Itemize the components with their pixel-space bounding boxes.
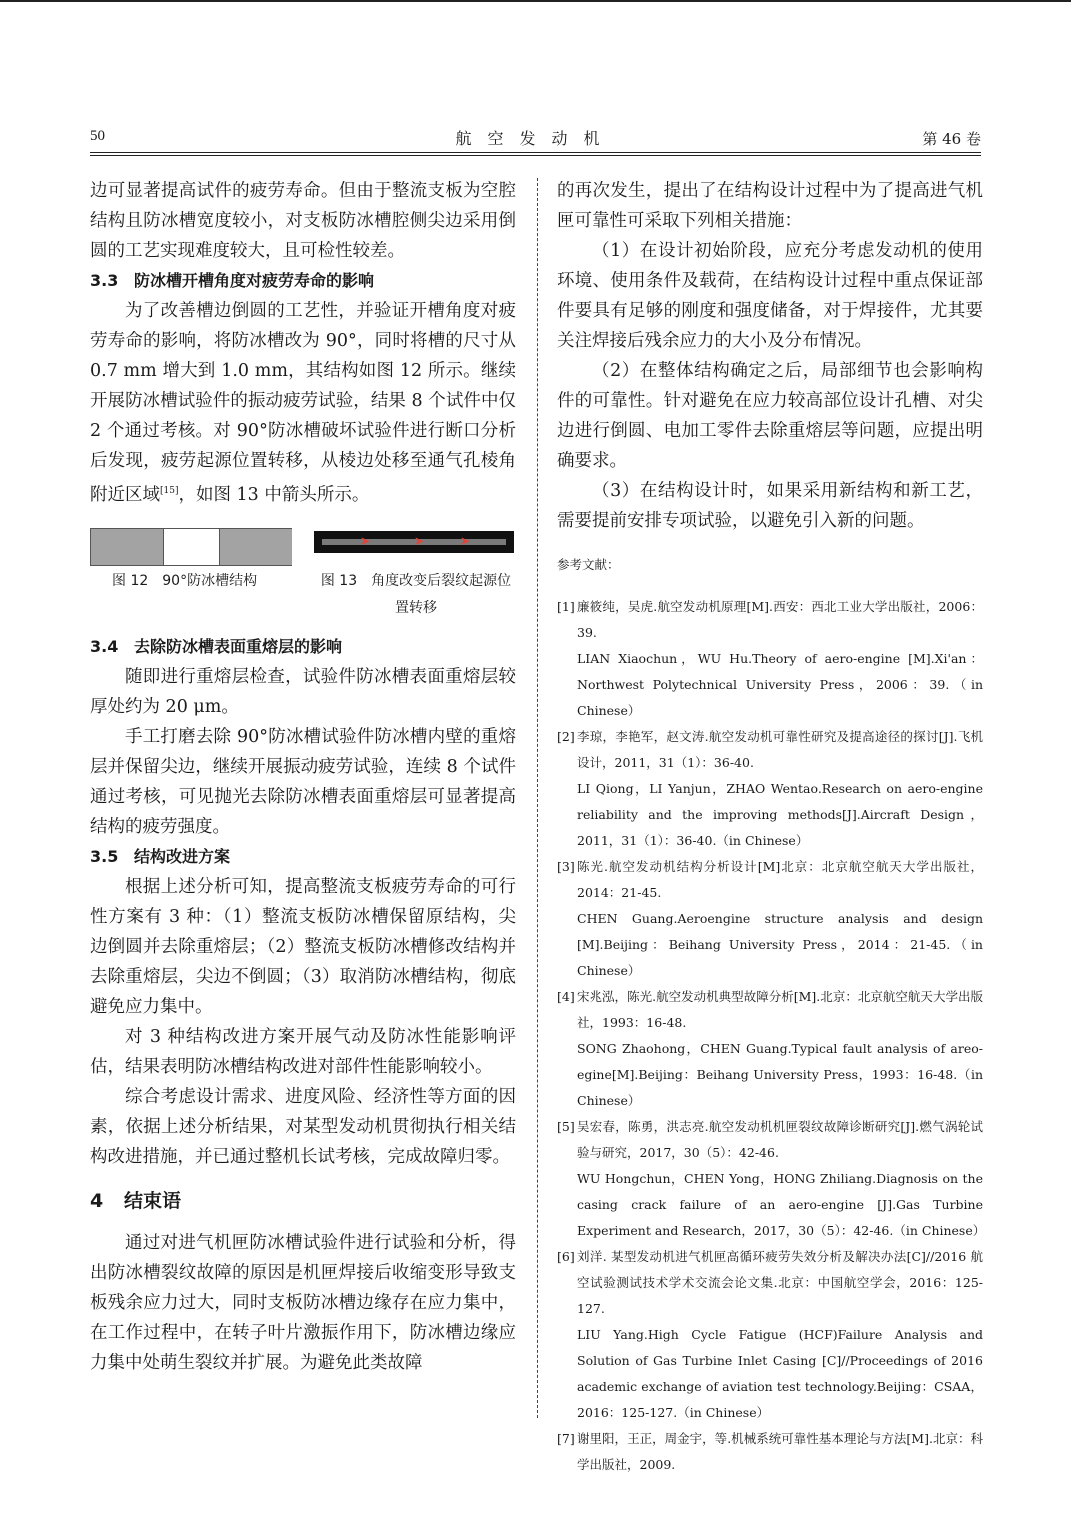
reference-number: [2]	[557, 729, 575, 744]
paragraph: （1）在设计初始阶段，应充分考虑发动机的使用环境、使用条件及载荷，在结构设计过程中重点保证部件要具有足够的刚度和强度储备，对于焊接件，尤其要关注焊接后残余应力的大小及分布情况。	[557, 241, 983, 351]
reference-item	[557, 1114, 986, 1244]
reference-zh: 李琼，李艳军，赵文涛.航空发动机可靠性研究及提高途径的探讨[J].飞机设计，2011，31（1）：36-40.	[577, 729, 983, 770]
reference-item	[557, 594, 983, 724]
paragraph: 手工打磨去除 90°防冰槽试验件防冰槽内壁的重熔层并保留尖边，继续开展振动疲劳试验，连续 8 个试件通过考核，可见抛光去除防冰槽表面重熔层可显著提高结构的疲劳强度。	[90, 726, 516, 837]
reference-zh: 吴宏春，陈勇，洪志亮.航空发动机机匣裂纹故障诊断研究[J].燃气涡轮试验与研究，2017，30（5）：42-46.	[577, 1119, 983, 1160]
reference-en: WU Hongchun，CHEN Yong，HONG Zhiliang.Diagnosis on the casing crack failure of an aero-engine [J].Gas Turbine Experiment and Research，2017，30（5）：42-46.（in Chinese）	[577, 1171, 986, 1238]
reference-en: SONG Zhaohong，CHEN Guang.Typical fault analysis of areo-egine[M].Beijing：Beihang University Press，1993：16-48.（in Chinese）	[577, 1041, 983, 1108]
section-heading-3-3	[90, 266, 516, 296]
paragraph: 随即进行重熔层检查，试验件防冰槽表面重熔层较厚处约为 20 μm。	[90, 666, 516, 717]
section-heading-3-4	[90, 632, 516, 662]
reference-number: [3]	[557, 859, 575, 874]
references-heading: 参考文献：	[557, 557, 620, 572]
reference-number: [6]	[557, 1249, 575, 1264]
paragraph: （2）在整体结构确定之后，局部细节也会影响构件的可靠性。针对避免在应力较高部位设计孔槽、对尖边进行倒圆、电加工零件去除重熔层等问题，应提出明确要求。	[557, 361, 983, 471]
reference-number: [4]	[557, 989, 575, 1004]
reference-number: [7]	[557, 1431, 575, 1446]
reference-item	[557, 724, 983, 854]
header-rule	[90, 152, 981, 153]
figure-12-image	[90, 528, 292, 566]
reference-item	[557, 984, 983, 1114]
reference-zh: 刘洋. 某型发动机进气机匣高循环疲劳失效分析及解决办法[C]//2016 航空试验测试技术学术交流会论文集.北京：中国航空学会，2016：125-127.	[577, 1249, 983, 1316]
paragraph: 的再次发生，提出了在结构设计过程中为了提高进气机匣可靠性可采取下列相关措施：	[557, 181, 983, 231]
header-rule-double	[90, 155, 981, 156]
page-number: 50	[90, 128, 105, 144]
paragraph: 边可显著提高试件的疲劳寿命。但由于整流支板为空腔结构且防冰槽宽度较小，对支板防冰槽腔侧尖边采用倒圆的工艺实现难度较大，且可检性较差。	[90, 181, 516, 261]
reference-en: LIU Yang.High Cycle Fatigue (HCF)Failure Analysis and Solution of Gas Turbine Inlet Casing [C]//Proceedings of 2016 academic exchange of aviation test technology.Beijing：CSAA，2016：125-127.（in Chinese）	[577, 1327, 983, 1420]
reference-zh: 谢里阳，王正，周金宇，等.机械系统可靠性基本理论与方法[M].北京：科学出版社，2009.	[577, 1431, 983, 1472]
reference-zh: 陈光.航空发动机结构分析设计[M]北京：北京航空航天大学出版社，2014：21-45.	[577, 859, 983, 900]
reference-number: [1]	[557, 599, 575, 614]
paragraph-text: ，如图 13 中箭头所示。	[178, 484, 370, 505]
paragraph	[90, 296, 516, 510]
section-number: 3.3	[90, 271, 119, 290]
paragraph: 通过对进气机匣防冰槽试验件进行试验和分析，得出防冰槽裂纹故障的原因是机匣焊接后收缩变形导致支板残余应力过大，同时支板防冰槽边缘存在应力集中，在工作过程中，在转子叶片激振作用下，防冰槽边缘应力集中处萌生裂纹并扩展。为避免此类故障	[90, 1232, 516, 1373]
paragraph: 对 3 种结构改进方案开展气动及防冰性能影响评估，结果表明防冰槽结构改进对部件性能影响较小。	[90, 1026, 516, 1077]
reference-zh: 宋兆泓，陈光.航空发动机典型故障分析[M].北京：北京航空航天大学出版社，1993：16-48.	[577, 989, 983, 1030]
reference-item	[557, 1244, 983, 1426]
reference-item	[557, 1426, 983, 1478]
paragraph-text: 为了改善槽边倒圆的工艺性，并验证开槽角度对疲劳寿命的影响，将防冰槽改为 90°，同时将槽的尺寸从 0.7 mm 增大到 1.0 mm，其结构如图 12 所示。继续开展防冰槽试验件的振动疲劳试验，结果 8 个试件中仅 2 个通过考核。对 90°防冰槽破坏试验件进行断口分析后发现，疲劳起源位置转移，从棱边处移至通气孔棱角附近区域	[90, 301, 516, 505]
figure-12-gray-block	[91, 529, 164, 565]
top-border	[0, 0, 1071, 2]
reference-number: [5]	[557, 1119, 575, 1134]
citation: [15]	[160, 486, 179, 496]
figure-13-image	[314, 531, 514, 553]
paragraph: 综合考虑设计需求、进度风险、经济性等方面的因素，依据上述分析结果，对某型发动机贯彻执行相关结构改进措施，并已通过整机长试考核，完成故障归零。	[90, 1086, 516, 1167]
section-number: 3.4	[90, 636, 119, 656]
page-header	[90, 126, 981, 150]
reference-en: LI Qiong，LI Yanjun，ZHAO Wentao.Research on aero-engine reliability and the improving methods[J].Aircraft Design，2011，31（1）：36-40.（in Chinese）	[577, 781, 983, 848]
reference-en: CHEN Guang.Aeroengine structure analysis and design [M].Beijing：Beihang University Press，2014：21-45.（in Chinese）	[577, 911, 983, 978]
volume-label: 第 46 卷	[922, 130, 981, 148]
section-number: 4	[90, 1189, 104, 1212]
red-arrow-icon: ➤	[360, 533, 371, 548]
section-title: 防冰槽开槽角度对疲劳寿命的影响	[134, 271, 375, 290]
section-heading-4	[90, 1186, 516, 1216]
paragraph: （3）在结构设计时，如果采用新结构和新工艺，需要提前安排专项试验，以避免引入新的问题。	[557, 481, 983, 531]
section-title: 结构改进方案	[134, 846, 231, 866]
paragraph: 根据上述分析可知，提高整流支板疲劳寿命的可行性方案有 3 种：（1）整流支板防冰槽保留原结构，尖边倒圆并去除重熔层；（2）整流支板防冰槽修改结构并去除重熔层，尖边不倒圆；（3）取消防冰槽结构，彻底避免应力集中。	[90, 876, 516, 1017]
figure-12-caption: 图 12 90°防冰槽结构	[112, 572, 258, 589]
section-title: 去除防冰槽表面重熔层的影响	[134, 636, 343, 656]
figure-13-caption: 图 13 角度改变后裂纹起源位置转移	[320, 572, 512, 616]
reference-item	[557, 854, 983, 984]
figure-row	[90, 528, 516, 632]
section-number: 3.5	[90, 846, 119, 866]
column-divider	[537, 178, 538, 1418]
section-heading-3-5	[90, 842, 516, 872]
figure-12-gray-block	[219, 529, 292, 565]
red-arrow-icon: ➤	[414, 533, 425, 548]
red-arrow-icon: ➤	[460, 533, 471, 548]
section-title: 结束语	[124, 1189, 182, 1212]
right-column	[557, 176, 986, 1478]
reference-zh: 廉筱纯，吴虎.航空发动机原理[M].西安：西北工业大学出版社，2006：39.	[577, 599, 983, 640]
reference-en: LIAN Xiaochun，WU Hu.Theory of aero-engine [M].Xi'an：Northwest Polytechnical University Press，2006：39.（in Chinese）	[577, 651, 983, 718]
journal-title: 航空发动机	[455, 129, 616, 148]
reference-list	[557, 594, 986, 1478]
left-column	[90, 176, 516, 1378]
